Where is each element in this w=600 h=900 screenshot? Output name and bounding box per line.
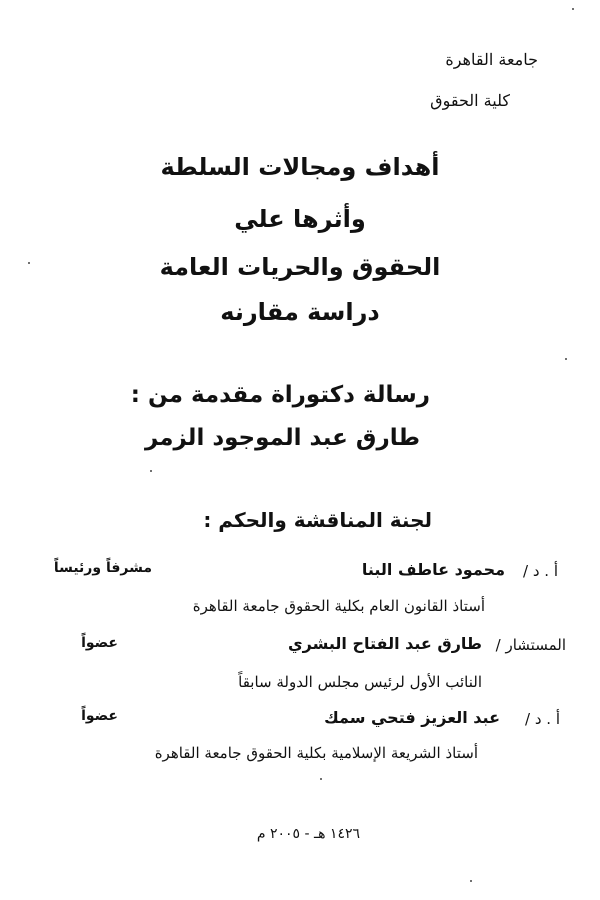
scan-speck (320, 778, 322, 780)
member-2-role: عضواً (81, 635, 118, 651)
scan-speck (150, 470, 152, 472)
member-3-position: أستاذ الشريعة الإسلامية بكلية الحقوق جامعة القاهرة (154, 744, 478, 762)
scan-speck (28, 262, 30, 264)
member-3-name: عبد العزيز فتحي سمك (324, 708, 500, 727)
thesis-subtitle: دراسة مقارنه (220, 298, 380, 326)
university-name: جامعة القاهرة (445, 50, 538, 69)
author-name: طارق عبد الموجود الزمر (144, 425, 420, 451)
member-1-role: مشرفاً ورئيساً (53, 560, 152, 576)
member-2-name: طارق عبد الفتاح البشري (287, 634, 482, 653)
thesis-title-line-2: وأثرها علي (234, 205, 366, 233)
scan-speck (470, 880, 472, 882)
member-2-position: النائب الأول لرئيس مجلس الدولة سابقاً (238, 673, 482, 691)
scan-speck (572, 8, 574, 10)
document-date: ١٤٢٦ هـ - ٢٠٠٥ م (256, 826, 360, 842)
member-3-role: عضواً (81, 708, 118, 724)
faculty-name: كلية الحقوق (430, 91, 510, 110)
committee-heading: لجنة المناقشة والحكم : (203, 508, 432, 532)
member-1-position: أستاذ القانون العام بكلية الحقوق جامعة القاهرة (192, 597, 485, 615)
scan-speck (565, 358, 567, 360)
presentation-label: رسالة دكتوراة مقدمة من : (130, 382, 430, 408)
thesis-title-line-3: الحقوق والحريات العامة (159, 253, 441, 281)
thesis-title-line-1: أهداف ومجالات السلطة (160, 153, 440, 181)
member-3-prefix: أ . د / (525, 710, 560, 728)
member-1-name: محمود عاطف البنا (361, 560, 505, 579)
member-2-prefix: المستشار / (495, 636, 566, 654)
member-1-prefix: أ . د / (523, 562, 558, 580)
